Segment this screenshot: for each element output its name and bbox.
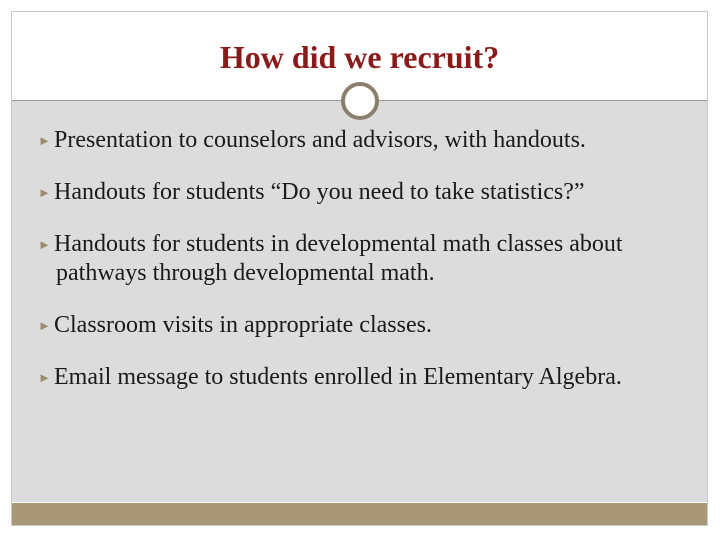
ring-ornament <box>341 82 379 120</box>
bullet-list <box>38 126 682 415</box>
arrow-bullet-icon: ► <box>38 133 51 148</box>
slide <box>11 11 708 526</box>
bullet-text: Handouts for students “Do you need to take statistics?” <box>54 179 585 205</box>
bottom-bar <box>12 503 707 525</box>
bullet-text: Handouts for students in developmental math classes about pathways through developmental math. <box>54 231 623 286</box>
bullet-item <box>38 230 682 288</box>
content-area <box>12 101 707 502</box>
arrow-bullet-icon: ► <box>38 237 51 252</box>
bullet-text: Email message to students enrolled in Elementary Algebra. <box>54 364 622 390</box>
arrow-bullet-icon: ► <box>38 318 51 333</box>
bullet-item <box>38 126 682 155</box>
arrow-bullet-icon: ► <box>38 185 51 200</box>
bullet-item <box>38 363 682 392</box>
slide-title: How did we recruit? <box>219 39 500 75</box>
bullet-text: Presentation to counselors and advisors, with handouts. <box>54 127 586 153</box>
bullet-item <box>38 311 682 340</box>
bullet-item <box>38 178 682 207</box>
arrow-bullet-icon: ► <box>38 370 51 385</box>
bullet-text: Classroom visits in appropriate classes. <box>54 312 432 338</box>
